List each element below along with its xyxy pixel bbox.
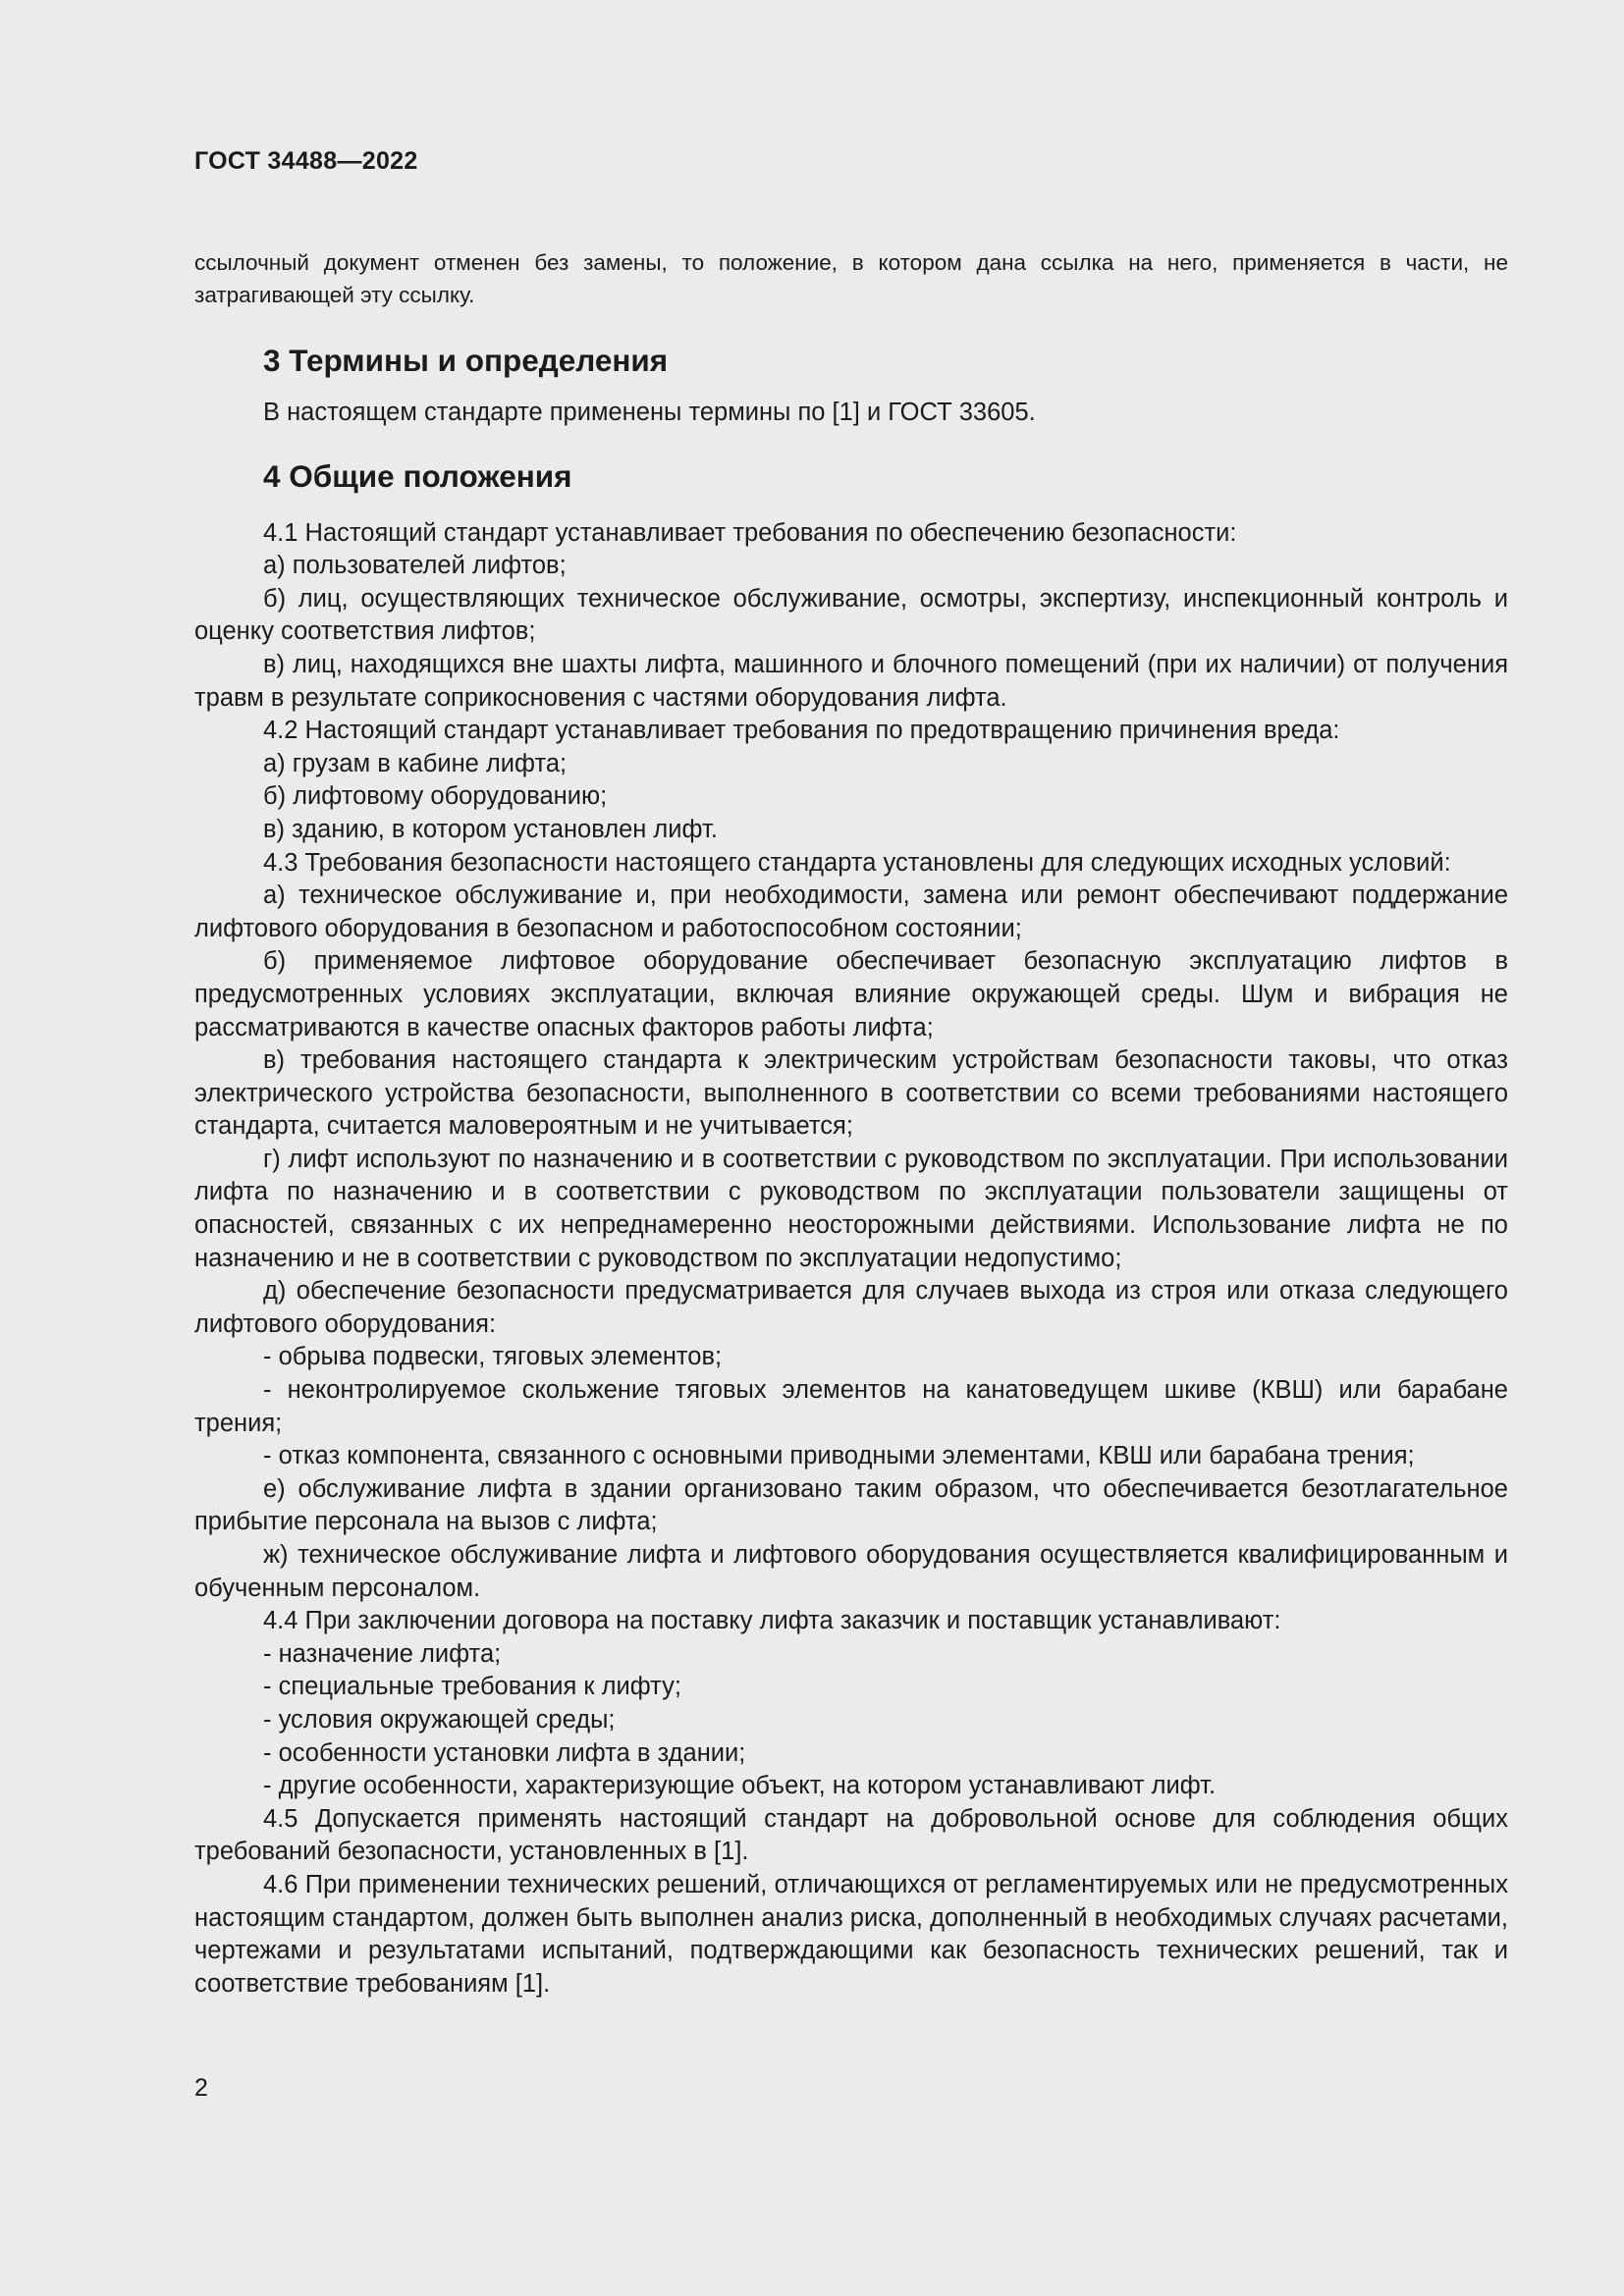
section-3-paragraph: В настоящем стандарте применены термины по [1] и ГОСТ 33605. <box>263 399 1036 426</box>
continuation-paragraph: ссылочный документ отменен без замены, то положение, в котором дана ссылка на него, применяется в части, не затрагивающей эту ссылку. <box>194 249 1508 307</box>
list-item: а) пользователей лифтов; <box>263 552 567 580</box>
list-item: в) зданию, в котором установлен лифт. <box>263 815 718 843</box>
dash-item: - отказ компонента, связанного с основными приводными элементами, КВШ или барабана трения; <box>263 1442 1415 1470</box>
clause-4-6: 4.6 При применении технических решений, отличающихся от регламентируемых или не предусмотренных настоящим стандартом, должен быть выполнен анализ риска, дополненный в необходимых случаях расчетами, чертежами и результатами испытаний, подтверждающими как безопасность технических решений, так и соответствие требованиям [1]. <box>194 1870 1508 1998</box>
clause-4-3: 4.3 Требования безопасности настоящего стандарта установлены для следующих исходных условий: <box>263 848 1451 877</box>
section-3-title: 3 Термины и определения <box>263 343 669 378</box>
dash-item: - назначение лифта; <box>263 1639 502 1668</box>
section-4-body <box>194 517 1508 2002</box>
page-number: 2 <box>194 2074 208 2102</box>
section-4-title: 4 Общие положения <box>263 457 572 494</box>
dash-item: - условия окружающей среды; <box>263 1705 616 1734</box>
list-item: е) обслуживание лифта в здании организовано таким образом, что обеспечивается безотлагательное прибытие персонала на вызов с лифта; <box>194 1474 1508 1536</box>
clause-4-2: 4.2 Настоящий стандарт устанавливает требования по предотвращению причинения вреда: <box>263 717 1340 745</box>
clause-4-1: 4.1 Настоящий стандарт устанавливает требования по обеспечению безопасности: <box>263 518 1237 547</box>
list-item: в) лиц, находящихся вне шахты лифта, машинного и блочного помещений (при их наличии) от получения травм в результате соприкосновения с частями оборудования лифта. <box>194 650 1508 712</box>
list-item: б) лифтовому оборудованию; <box>263 782 608 811</box>
list-item: а) техническое обслуживание и, при необходимости, замена или ремонт обеспечивают поддержание лифтового оборудования в безопасном и работоспособном состоянии; <box>194 881 1508 942</box>
list-item: в) требования настоящего стандарта к электрическим устройствам безопасности таковы, что отказ электрического устройства безопасности, выполненного в соответствии со всеми требованиями настоящего стандарта, считается маловероятным и не учитывается; <box>194 1046 1508 1141</box>
list-item: б) применяемое лифтовое оборудование обеспечивает безопасную эксплуатацию лифтов в предусмотренных условиях эксплуатации, включая влияние окружающей среды. Шум и вибрация не рассматриваются в качестве опасных факторов работы лифта; <box>194 947 1508 1041</box>
list-item: ж) техническое обслуживание лифта и лифтового оборудования осуществляется квалифицированным и обученным персоналом. <box>194 1541 1508 1602</box>
list-item: а) грузам в кабине лифта; <box>263 749 568 777</box>
dash-item: - обрыва подвески, тяговых элементов; <box>263 1343 723 1371</box>
dash-item: - другие особенности, характеризующие объект, на котором устанавливают лифт. <box>263 1772 1217 1800</box>
clause-4-5: 4.5 Допускается применять настоящий стандарт на добровольной основе для соблюдения общих требований безопасности, установленных в [1]. <box>194 1804 1508 1866</box>
dash-item: - неконтролируемое скольжение тяговых элементов на канатоведущем шкиве (КВШ) или барабане трения; <box>194 1376 1508 1437</box>
list-item: г) лифт используют по назначению и в соответствии с руководством по эксплуатации. При использовании лифта по назначению и в соответствии с руководством по эксплуатации пользователи защищены от опасностей, связанных с их непреднамеренно неосторожными действиями. Использование лифта не по назначению и не в соответствии с руководством по эксплуатации недопустимо; <box>194 1145 1508 1272</box>
dash-item: - особенности установки лифта в здании; <box>263 1738 746 1767</box>
list-item: д) обеспечение безопасности предусматривается для случаев выхода из строя или отказа следующего лифтового оборудования: <box>194 1277 1508 1338</box>
dash-item: - специальные требования к лифту; <box>263 1673 681 1701</box>
document-body <box>194 341 1508 2001</box>
document-header: ГОСТ 34488—2022 <box>194 147 418 175</box>
clause-4-4: 4.4 При заключении договора на поставку лифта заказчик и поставщик устанавливают: <box>263 1607 1281 1635</box>
list-item: б) лиц, осуществляющих техническое обслуживание, осмотры, экспертизу, инспекционный контроль и оценку соответствия лифтов; <box>194 584 1508 646</box>
